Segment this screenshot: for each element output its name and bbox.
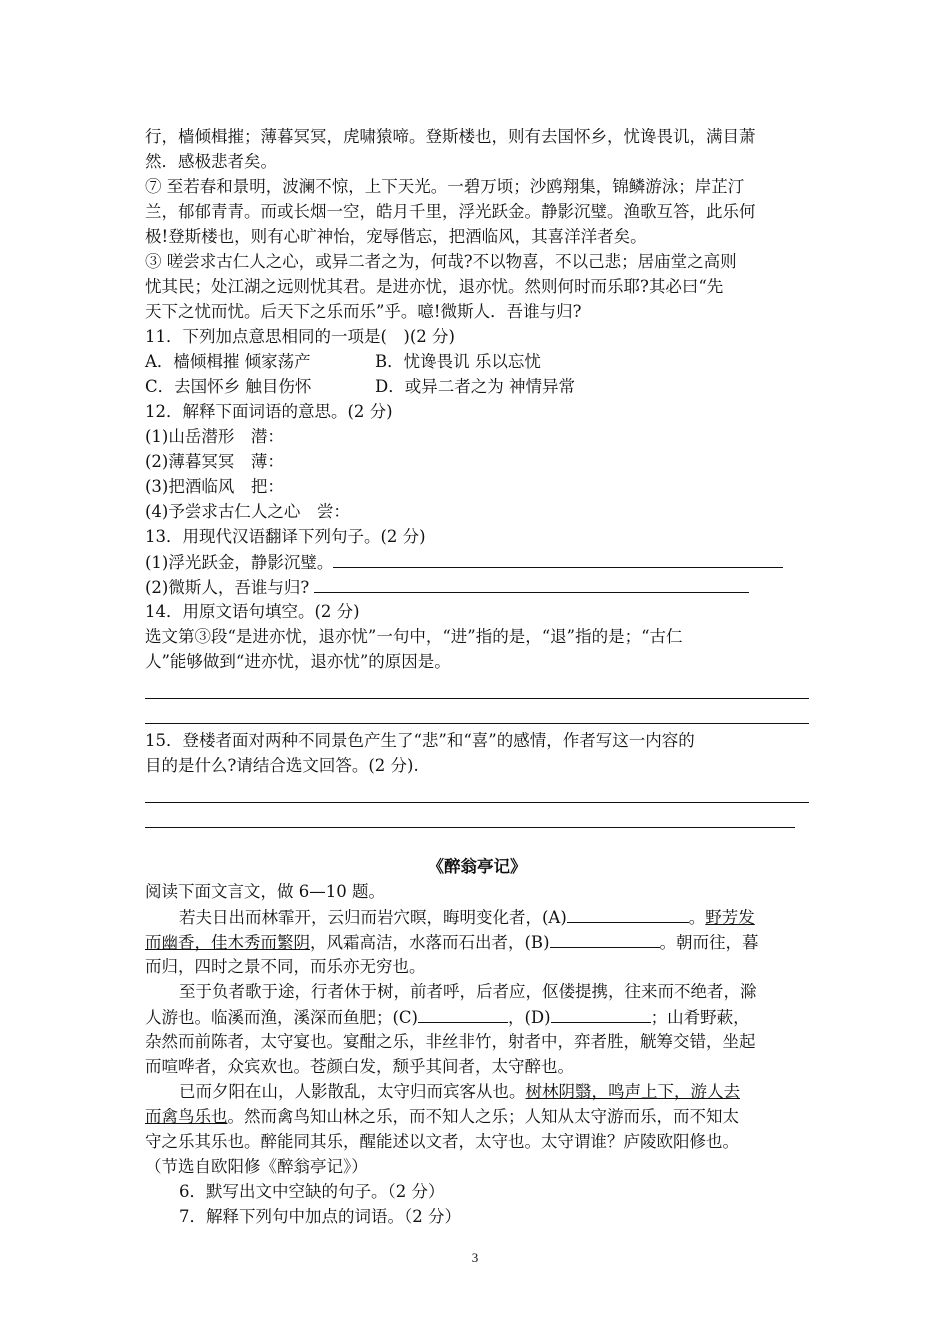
paragraph-line: 至于负者歌于途，行者休于树，前者呼，后者应，伛偻提携，往来而不绝者，滁 [179, 982, 757, 1001]
underlined-text: 野芳发 [705, 908, 755, 927]
text: 若夫日出而林霏开，云归而岩穴暝，晦明变化者，(A) [179, 908, 567, 927]
answer-blank[interactable] [314, 574, 749, 593]
option-b: B．忧谗畏讥 乐以忘忧 [375, 352, 541, 371]
paragraph-line: 而喧哗者，众宾欢也。苍颜白发，颓乎其间者，太守醉也。 [145, 1057, 574, 1076]
answer-line[interactable] [145, 699, 809, 724]
question-12-stem: 12．解释下面词语的意思。(2 分) [145, 402, 393, 421]
question-13-stem: 13．用现代汉语翻译下列句子。(2 分) [145, 527, 426, 546]
question-15-line: 目的是什么?请结合选文回答。(2 分). [145, 756, 419, 775]
question-11-options-ab [145, 349, 809, 374]
text: 。朝而往，暮 [659, 933, 759, 952]
question-14-line: 人”能够做到“进亦忧，退亦忧”的原因是。 [145, 652, 451, 671]
answer-line[interactable] [145, 778, 809, 803]
question-13-item2-text: (2)微斯人，吾谁与归? [145, 578, 315, 597]
question-14-stem: 14．用原文语句填空。(2 分) [145, 602, 360, 621]
passage-line: 忧其民；处江湖之远则忧其君。是进亦忧，退亦忧。然则何时而乐耶?其必曰“先 [145, 277, 724, 296]
passage-line: 行，樯倾楫摧；薄暮冥冥，虎啸猿啼。登斯楼也，则有去国怀乡，忧谗畏讥，满目萧 [145, 127, 756, 146]
blank-d[interactable] [551, 1004, 651, 1023]
question-12-item: (4)予尝求古仁人之心 尝： [145, 502, 350, 521]
text: ，(D) [508, 1008, 551, 1027]
paragraph-line: 杂然而前陈者，太守宴也。宴酣之乐，非丝非竹，射者中，弈者胜，觥筹交错，坐起 [145, 1032, 756, 1051]
blank-c[interactable] [418, 1004, 508, 1023]
passage-line: 极!登斯楼也，则有心旷神怡，宠辱偕忘，把酒临风，其喜洋洋者矣。 [145, 227, 647, 246]
paragraph-line [145, 1004, 809, 1029]
question-7: 7．解释下列句中加点的词语。（2 分） [179, 1207, 461, 1226]
option-d: D．或异二者之为 神情异常 [375, 377, 575, 396]
section-title: 《醉翁亭记》 [427, 857, 527, 876]
option-c: C．去国怀乡 触目伤怀 [145, 377, 312, 396]
blank-a[interactable] [567, 904, 689, 923]
question-15-line: 15．登楼者面对两种不同景色产生了“悲”和“喜”的感情，作者写这一内容的 [145, 731, 695, 750]
text: 。然而禽鸟知山林之乐，而不知人之乐；人知从太守游而乐，而不知太 [227, 1107, 739, 1126]
text: 已而夕阳在山，人影散乱，太守归而宾客从也。 [179, 1082, 526, 1101]
question-13-item1 [145, 549, 809, 574]
question-11-options-cd [145, 374, 809, 399]
question-13-item2 [145, 574, 809, 599]
document-page [145, 124, 809, 1229]
question-6: 6．默写出文中空缺的句子。（2 分） [179, 1182, 445, 1201]
passage-line: ⑦ 至若春和景明，波澜不惊，上下天光。一碧万顷；沙鸥翔集，锦鳞游泳；岸芷汀 [145, 177, 745, 196]
answer-line[interactable] [145, 803, 795, 828]
question-14-line: 选文第③段“是进亦忧，退亦忧”一句中，“进”指的是，“退”指的是；“古仁 [145, 627, 683, 646]
question-11-stem: 11．下列加点意思相同的一项是( )(2 分) [145, 327, 455, 346]
text: ，风霜高洁，水落而石出者，(B) [310, 933, 550, 952]
paragraph-line: 守之乐其乐也。醉能同其乐，醒能述以文者，太守也。太守谓谁？庐陵欧阳修也。 [145, 1132, 739, 1151]
answer-line[interactable] [145, 674, 809, 699]
passage-line: 天下之忧而忧。后天下之乐而乐”乎。噫!微斯人．吾谁与归? [145, 302, 582, 321]
paragraph-line [145, 904, 809, 929]
option-a: A．樯倾楫摧 倾家荡产 [145, 352, 311, 371]
text: 人游也。临溪而渔，溪深而鱼肥；(C) [145, 1008, 418, 1027]
blank-b[interactable] [550, 929, 660, 948]
section-intro: 阅读下面文言文，做 6—10 题。 [145, 882, 385, 901]
underlined-text: 而禽鸟乐也 [145, 1107, 228, 1126]
underlined-text: 而幽香，佳木秀而繁阴 [145, 933, 310, 952]
question-12-item: (1)山岳潜形 潜： [145, 427, 284, 446]
question-13-item1-text: (1)浮光跃金，静影沉璧。 [145, 553, 334, 572]
paragraph-line [145, 929, 809, 954]
source-note: （节选自欧阳修《醉翁亭记》） [145, 1157, 368, 1176]
text: ；山肴野蔌， [650, 1008, 750, 1027]
underlined-text: 树林阴翳，鸣声上下，游人去 [525, 1082, 740, 1101]
paragraph-line [145, 1104, 809, 1129]
passage-line: ③ 嗟尝求古仁人之心，或异二者之为，何哉?不以物喜，不以己悲；居庙堂之高则 [145, 252, 737, 271]
paragraph-line: 而归，四时之景不同，而乐亦无穷也。 [145, 957, 426, 976]
page-number: 3 [471, 1250, 479, 1265]
passage-line: 兰，郁郁青青。而或长烟一空，皓月千里，浮光跃金。静影沉璧。渔歌互答，此乐何 [145, 202, 756, 221]
text: 。 [688, 908, 706, 927]
answer-blank[interactable] [333, 549, 783, 568]
question-12-item: (3)把酒临风 把： [145, 477, 284, 496]
question-12-item: (2)薄暮冥冥 薄： [145, 452, 284, 471]
passage-line: 然．感极悲者矣。 [145, 152, 277, 171]
paragraph-line [145, 1079, 809, 1104]
